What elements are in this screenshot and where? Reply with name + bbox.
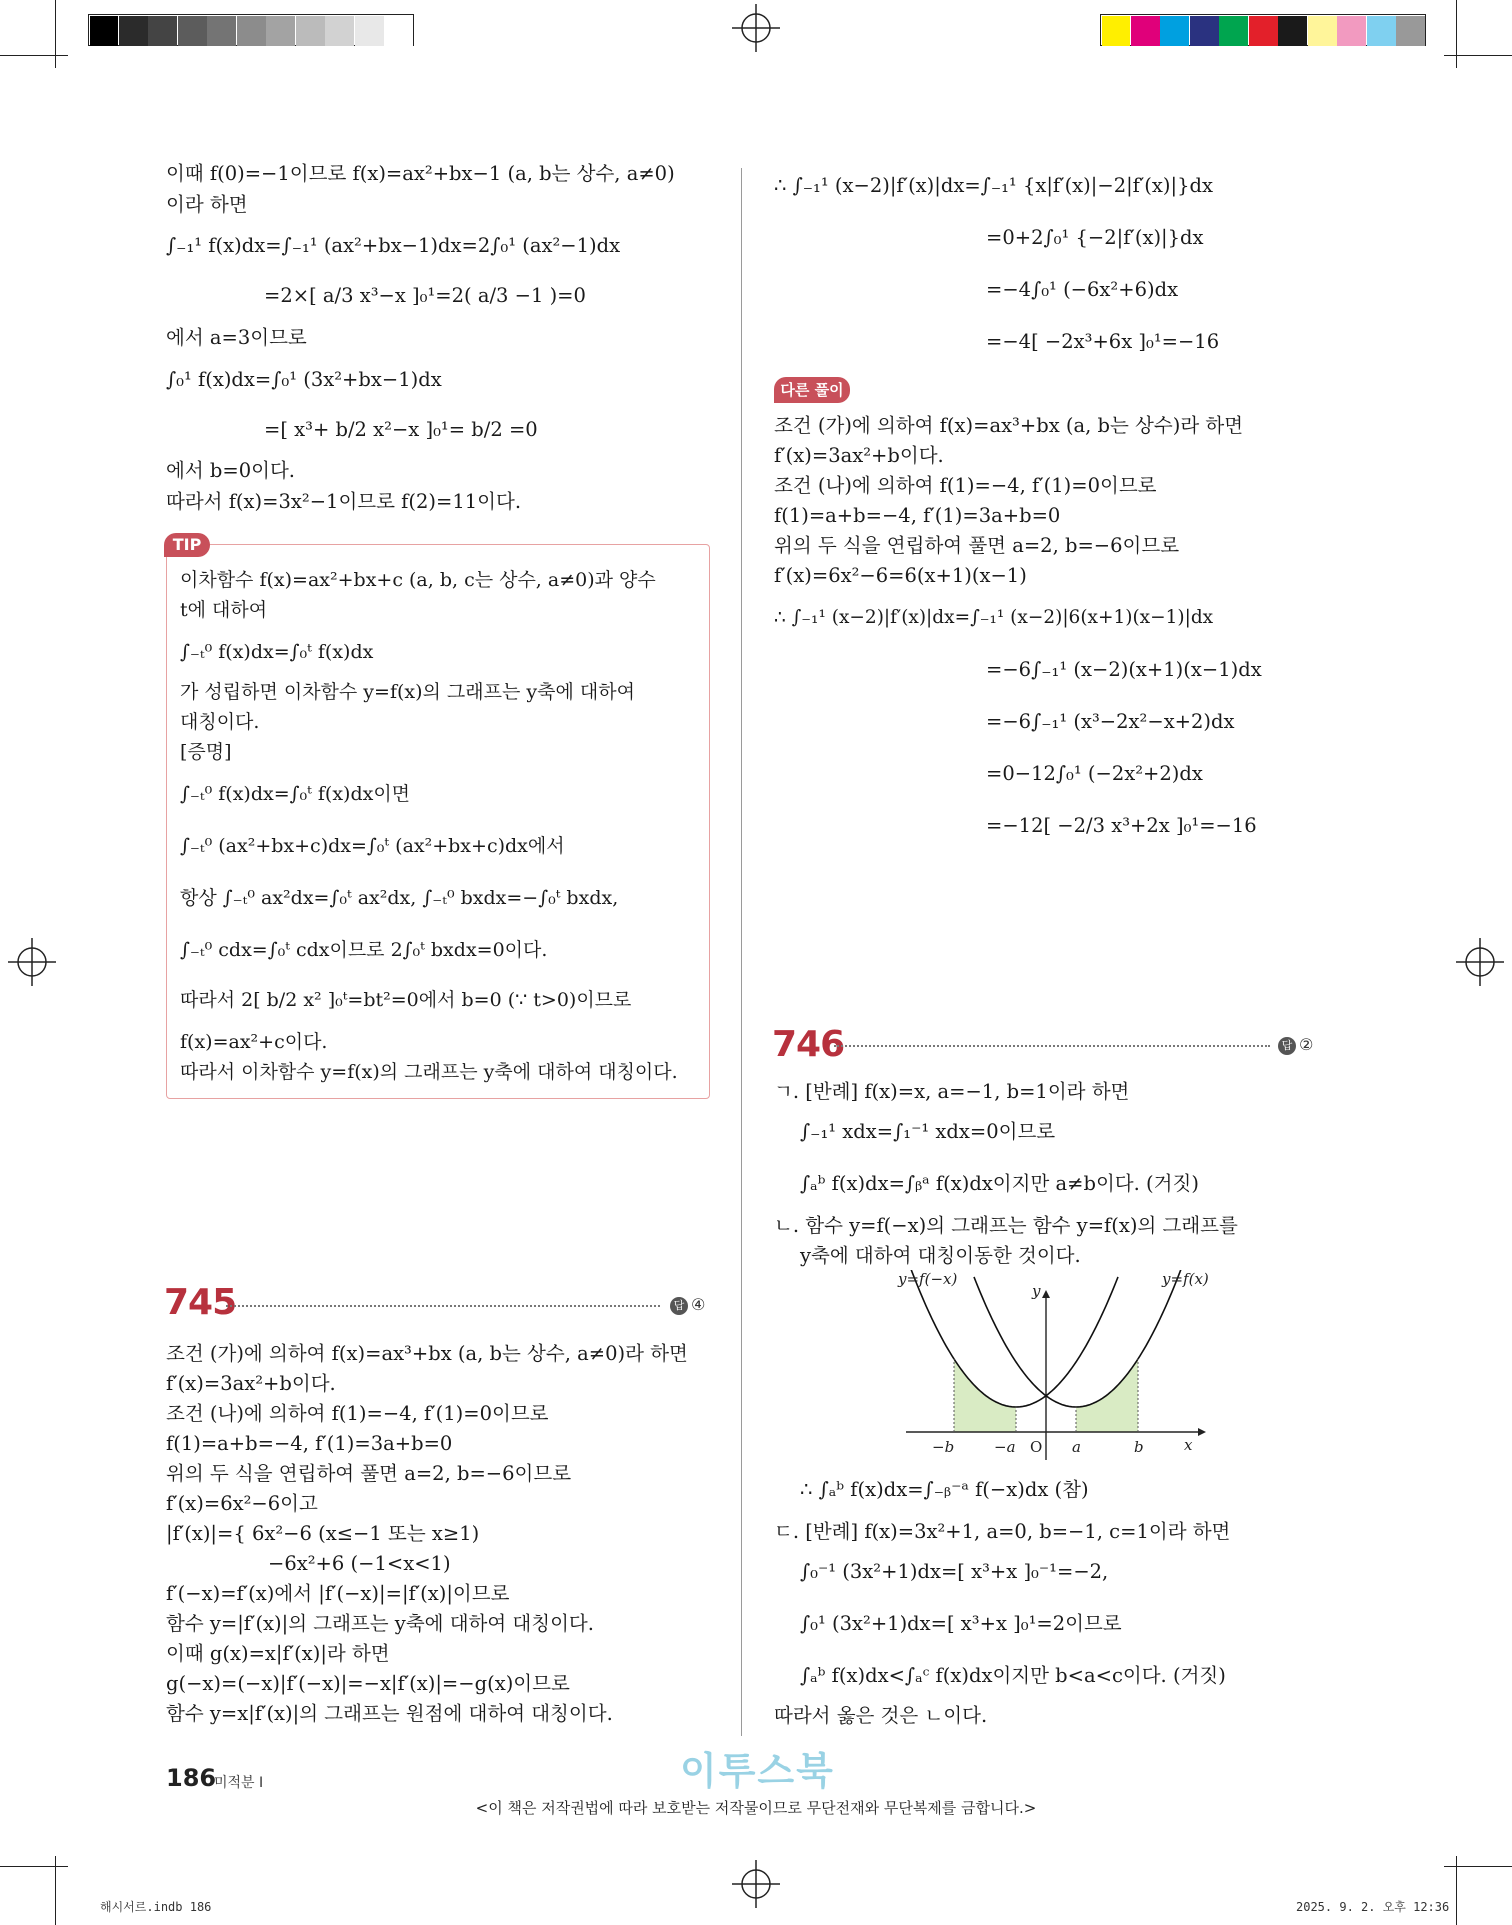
answer-value: ④ [691, 1295, 706, 1314]
tip-line: 이차함수 f(x)=ax²+bx+c (a, b, c는 상수, a≠0)과 양수 [180, 569, 656, 591]
crop-mark [0, 55, 68, 56]
right-line: =−4∫₀¹ (−6x²+6)dx [986, 278, 1179, 301]
tip-line: 따라서 이차함수 y=f(x)의 그래프는 y축에 대하여 대칭이다. [180, 1061, 678, 1083]
alt-line: f′(x)=6x²−6=6(x+1)(x−1) [774, 564, 1027, 587]
p745-line: 위의 두 식을 연립하여 풀면 a=2, b=−6이므로 [166, 1462, 572, 1485]
alt-line: 조건 (나)에 의하여 f(1)=−4, f′(1)=0이므로 [774, 474, 1157, 497]
color-swatch [119, 16, 148, 46]
registration-mark-left [8, 938, 56, 986]
color-swatch [148, 16, 177, 46]
alt-line: 조건 (가)에 의하여 f(x)=ax³+bx (a, b는 상수)라 하면 [774, 414, 1244, 437]
p746-line: ∫₀⁻¹ (3x²+1)dx=[ x³+x ]₀⁻¹=−2, [800, 1560, 1109, 1583]
color-swatch [178, 16, 207, 46]
symmetry-graph [890, 1270, 1210, 1470]
p746-line: ∫ₐᵇ f(x)dx<∫ₐᶜ f(x)dx이지만 b<a<c이다. (거짓) [800, 1664, 1226, 1687]
tip-line: ∫₋ₜ⁰ f(x)dx=∫₀ᵗ f(x)dx [180, 641, 374, 663]
problem-number-746: 746 [772, 1024, 845, 1065]
p746-line: ∫ₐᵇ f(x)dx=∫ᵦᵃ f(x)dx이지만 a≠b이다. (거짓) [800, 1172, 1199, 1195]
tip-line: t에 대하여 [180, 599, 268, 621]
p745-line: 이때 g(x)=x|f′(x)|라 하면 [166, 1642, 390, 1665]
color-swatch [1131, 16, 1160, 46]
p745-line: f′(x)=6x²−6이고 [166, 1492, 318, 1515]
p745-line: 함수 y=|f′(x)|의 그래프는 y축에 대하여 대칭이다. [166, 1612, 594, 1635]
alt-line: =−12[ −2/3 x³+2x ]₀¹=−16 [986, 814, 1257, 837]
color-swatch [1190, 16, 1219, 46]
registration-mark-top [732, 4, 780, 52]
alt-line: =−6∫₋₁¹ (x−2)(x+1)(x−1)dx [986, 658, 1262, 681]
p745-line: g(−x)=(−x)|f′(−x)|=−x|f′(x)|=−g(x)이므로 [166, 1672, 570, 1695]
tick-origin: O [1030, 1438, 1043, 1456]
crop-mark [55, 0, 56, 68]
label-x-axis: x [1184, 1436, 1193, 1454]
problem-number-745: 745 [164, 1282, 237, 1323]
print-slug-file: 해시서르.indb 186 [100, 1900, 212, 1914]
curve-y-f-neg-x [890, 1270, 1118, 1407]
crop-mark [1444, 55, 1512, 56]
alt-line: ∴ ∫₋₁¹ (x−2)|f′(x)|dx=∫₋₁¹ (x−2)|6(x+1)(x−1)|dx [774, 607, 1214, 628]
registration-mark-bottom [732, 1860, 780, 1908]
crop-mark [0, 1866, 68, 1867]
left-line: =[ x³+ b/2 x²−x ]₀¹= b/2 =0 [264, 418, 538, 441]
tip-line: 항상 ∫₋ₜ⁰ ax²dx=∫₀ᵗ ax²dx, ∫₋ₜ⁰ bxdx=−∫₀ᵗ bxdx, [180, 887, 619, 909]
label-curve-right: y=f(x) [1162, 1270, 1209, 1288]
color-swatch [325, 16, 354, 46]
registration-mark-right [1456, 938, 1504, 986]
color-swatch [1367, 16, 1396, 46]
p745-line: |f′(x)|={ 6x²−6 (x≤−1 또는 x≥1) [166, 1522, 480, 1545]
color-swatch [1337, 16, 1366, 46]
tick-b: b [1134, 1438, 1144, 1456]
p745-line: 조건 (나)에 의하여 f(1)=−4, f′(1)=0이므로 [166, 1402, 549, 1425]
p746-line: ㄱ. [반례] f(x)=x, a=−1, b=1이라 하면 [774, 1080, 1130, 1103]
tick-neg-a: −a [994, 1438, 1016, 1456]
p746-line: y축에 대하여 대칭이동한 것이다. [800, 1244, 1081, 1267]
color-swatch [266, 16, 295, 46]
problem-745-answer [670, 1295, 705, 1315]
left-line: ∫₋₁¹ f(x)dx=∫₋₁¹ (ax²+bx−1)dx=2∫₀¹ (ax²−1)dx [166, 234, 621, 257]
tick-neg-b: −b [932, 1438, 955, 1456]
problem-746-answer [1278, 1035, 1313, 1055]
color-swatch [1308, 16, 1337, 46]
color-swatch [1278, 16, 1307, 46]
column-divider [741, 168, 742, 1736]
color-swatch [1396, 16, 1425, 46]
tip-line: ∫₋ₜ⁰ cdx=∫₀ᵗ cdx이므로 2∫₀ᵗ bxdx=0이다. [180, 939, 548, 961]
tip-line: f(x)=ax²+c이다. [180, 1031, 328, 1053]
alt-line: f′(x)=3ax²+b이다. [774, 444, 944, 467]
answer-value: ② [1299, 1035, 1314, 1054]
p745-line: f(1)=a+b=−4, f′(1)=3a+b=0 [166, 1432, 453, 1455]
right-line: =0+2∫₀¹ {−2|f′(x)|}dx [986, 226, 1204, 249]
alt-line: =−6∫₋₁¹ (x³−2x²−x+2)dx [986, 710, 1235, 733]
watermark: 이투스북 [680, 1749, 835, 1793]
copyright-notice: <이 책은 저작권법에 따라 보호받는 저작물이므로 무단전재와 무단복제를 금합니다.> [475, 1799, 1037, 1817]
tip-line: 가 성립하면 이차함수 y=f(x)의 그래프는 y축에 대하여 [180, 681, 635, 703]
x-axis-arrow [1198, 1428, 1206, 1436]
tip-line: 대칭이다. [180, 711, 260, 733]
crop-mark [1444, 1866, 1512, 1867]
p746-line: ㄴ. 함수 y=f(−x)의 그래프는 함수 y=f(x)의 그래프를 [774, 1214, 1238, 1237]
color-swatch [237, 16, 266, 46]
p745-line: 조건 (가)에 의하여 f(x)=ax³+bx (a, b는 상수, a≠0)라 하면 [166, 1342, 688, 1365]
p746-line: ∴ ∫ₐᵇ f(x)dx=∫₋ᵦ⁻ᵃ f(−x)dx (참) [800, 1478, 1089, 1501]
color-swatch [1249, 16, 1278, 46]
problem-746-leader [834, 1045, 1270, 1047]
p745-line: f′(−x)=f′(x)에서 |f′(−x)|=|f′(x)|이므로 [166, 1582, 510, 1605]
left-line: =2×[ a/3 x³−x ]₀¹=2( a/3 −1 )=0 [264, 284, 586, 307]
p745-line: 함수 y=x|f′(x)|의 그래프는 원점에 대하여 대칭이다. [166, 1702, 613, 1725]
color-swatch [355, 16, 384, 46]
p745-line: f′(x)=3ax²+b이다. [166, 1372, 336, 1395]
right-line: ∴ ∫₋₁¹ (x−2)|f′(x)|dx=∫₋₁¹ {x|f′(x)|−2|f′(x)|}dx [774, 174, 1213, 197]
label-curve-left: y=f(−x) [898, 1270, 958, 1288]
color-swatch [1219, 16, 1248, 46]
curve-y-f-x [974, 1270, 1204, 1407]
alt-line: f(1)=a+b=−4, f′(1)=3a+b=0 [774, 504, 1061, 527]
p746-line: ∫₋₁¹ xdx=∫₁⁻¹ xdx=0이므로 [800, 1120, 1056, 1143]
tip-line: [증명] [180, 741, 232, 763]
color-swatch [90, 16, 119, 46]
crop-mark [1456, 0, 1457, 68]
graph-svg [890, 1270, 1210, 1470]
y-axis-arrow [1042, 1290, 1050, 1298]
color-swatch [1102, 16, 1131, 46]
tip-line: 따라서 2[ b/2 x² ]₀ᵗ=bt²=0에서 b=0 (∵ t>0)이므로 [180, 989, 632, 1011]
alt-line: =0−12∫₀¹ (−2x²+2)dx [986, 762, 1203, 785]
p746-line: ㄷ. [반례] f(x)=3x²+1, a=0, b=−1, c=1이라 하면 [774, 1520, 1231, 1543]
tip-box [166, 544, 710, 1099]
label-y-axis: y [1032, 1282, 1041, 1300]
p746-line: ∫₀¹ (3x²+1)dx=[ x³+x ]₀¹=2이므로 [800, 1612, 1122, 1635]
problem-745-leader [226, 1305, 660, 1307]
tip-line: ∫₋ₜ⁰ f(x)dx=∫₀ᵗ f(x)dx이면 [180, 783, 411, 805]
tick-a: a [1072, 1438, 1081, 1456]
color-swatch [384, 16, 413, 46]
crop-mark [1456, 1856, 1457, 1925]
answer-badge: 답 [670, 1297, 688, 1315]
answer-badge: 답 [1278, 1037, 1296, 1055]
alt-line: 위의 두 식을 연립하여 풀면 a=2, b=−6이므로 [774, 534, 1180, 557]
left-line: 이라 하면 [166, 193, 248, 216]
p745-line: −6x²+6 (−1<x<1) [268, 1552, 451, 1575]
p746-line: 따라서 옳은 것은 ㄴ이다. [774, 1704, 988, 1727]
left-line: 에서 a=3이므로 [166, 326, 307, 349]
tip-line: ∫₋ₜ⁰ (ax²+bx+c)dx=∫₀ᵗ (ax²+bx+c)dx에서 [180, 835, 565, 857]
page-number: 186 [166, 1764, 217, 1792]
tip-tag: TIP [164, 533, 210, 557]
color-swatch [1160, 16, 1189, 46]
print-slug-date: 2025. 9. 2. 오후 12:36 [1296, 1900, 1450, 1914]
left-line: 에서 b=0이다. [166, 459, 295, 482]
crop-mark [55, 1856, 56, 1925]
left-line: ∫₀¹ f(x)dx=∫₀¹ (3x²+bx−1)dx [166, 368, 442, 391]
subject-label: 미적분 I [214, 1775, 264, 1791]
left-line: 따라서 f(x)=3x²−1이므로 f(2)=11이다. [166, 490, 522, 513]
color-swatch [296, 16, 325, 46]
right-line: =−4[ −2x³+6x ]₀¹=−16 [986, 330, 1220, 353]
alt-solution-tag: 다른 풀이 [774, 377, 850, 403]
color-swatch [207, 16, 236, 46]
left-line: 이때 f(0)=−1이므로 f(x)=ax²+bx−1 (a, b는 상수, a≠0) [166, 162, 675, 185]
